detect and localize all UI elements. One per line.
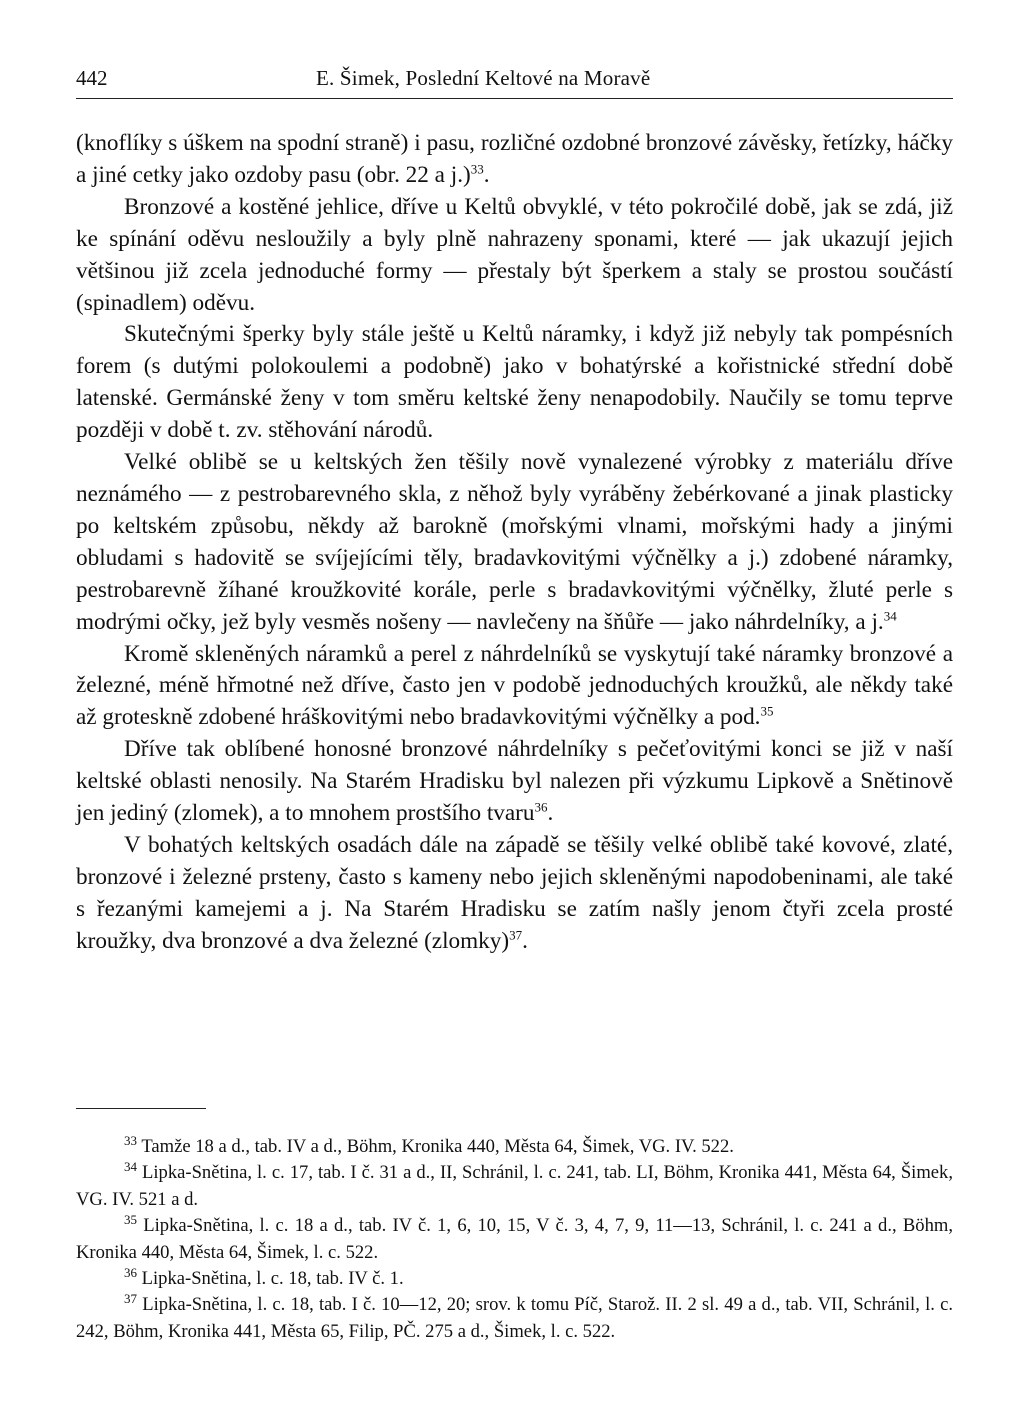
footnote-number: 33	[124, 1132, 137, 1148]
main-text	[76, 128, 953, 958]
paragraph-text: Bronzové a kostěné jehlice, dříve u Keltů obvyklé, v této pokročilé době, jak se zdá, již ke spínání oděvu nesloužily a byly plně nahrazeny sponami, které — jak ukazují jejich většinou již zcela jednoduché formy — přestaly být šperkem a staly se prostou součástí (spinadlem) oděvu.	[76, 193, 953, 316]
paragraph-6	[76, 734, 953, 830]
paragraph-4	[76, 447, 953, 638]
footnote-35	[76, 1213, 953, 1266]
paragraph-3	[76, 319, 953, 447]
header-rule	[76, 98, 953, 99]
page-number: 442	[76, 66, 108, 90]
footnote-number: 36	[124, 1264, 137, 1280]
paragraph-1	[76, 128, 953, 192]
footnote-34	[76, 1160, 953, 1213]
running-header	[76, 58, 953, 98]
paragraph-text: Velké oblibě se u keltských žen těšily nově vynalezené výrobky z materiálu dříve neznámého — z pestrobarevného skla, z něhož byly vyráběny žebérkované a jinak plasticky po keltském způsobu, někdy až barokně (mořskými vlnami, mořskými hady a jinými obludami s hadovitě se svíjejícími těly, bradavkovitými výčnělky a j.) zdobené náramky, pestrobarevně žíhané kroužkovité korále, perle s bradavkovitými výčnělky, žluté perle s modrými očky, jež byly vesměs nošeny — navlečeny na šňůře — jako náhrdelníky, a j.	[76, 449, 953, 635]
footnote-number: 37	[124, 1291, 137, 1307]
footnotes	[76, 1134, 953, 1345]
footnote-ref: 35	[760, 703, 774, 719]
footnote-33	[76, 1134, 953, 1160]
footnote-rule	[76, 1108, 206, 1109]
paragraph-text: Kromě skleněných náramků a perel z náhrdelníků se vyskytují také náramky bronzové a železné, méně hřmotné než dříve, často jen v podobě jednoduchých kroužků, ale někdy také až groteskně zdobené hráškovitými nebo bradavkovitými výčnělky a pod.	[76, 640, 953, 731]
footnote-36	[76, 1266, 953, 1292]
paragraph-end: .	[547, 800, 554, 827]
footnote-ref: 34	[883, 607, 897, 623]
footnote-ref: 36	[534, 799, 548, 815]
footnote-ref: 37	[509, 926, 523, 942]
paragraph-text: V bohatých keltských osadách dále na západě se těšily velké oblibě také kovové, zlaté, bronzové i železné prsteny, často s kameny nebo jejich skleněnými napodobeninami, ale také s řezanými kamejemi a j. Na Starém Hradisku se zatím našly jenom čtyři zcela prosté kroužky, dva bronzové a dva železné (zlomky)	[76, 831, 953, 954]
footnote-text: Lipka-Snětina, l. c. 18, tab. I č. 10—12, 20; srov. k tomu Píč, Starož. II. 2 sl. 49 a d., tab. VII, Schránil, l. c. 242, Böhm, Kronika 441, Města 65, Filip, PČ. 275 a d., Šimek, l. c. 522.	[76, 1294, 953, 1342]
footnote-ref: 33	[470, 161, 484, 177]
book-page	[76, 58, 953, 954]
paragraph-end: .	[483, 161, 490, 188]
footnote-number: 34	[124, 1159, 137, 1175]
paragraph-text: (knoflíky s úškem na spodní straně) i pasu, rozličné ozdobné bronzové závěsky, řetízky, háčky a jiné cetky jako ozdoby pasu (obr. 22 a j.)	[76, 130, 953, 188]
footnote-text: Lipka-Snětina, l. c. 18, tab. IV č. 1.	[141, 1268, 404, 1290]
running-title: E. Šimek, Poslední Keltové na Moravě	[316, 66, 651, 90]
paragraph-end: .	[522, 927, 528, 954]
footnote-37	[76, 1292, 953, 1345]
footnote-text: Lipka-Snětina, l. c. 17, tab. I č. 31 a d., II, Schránil, l. c. 241, tab. LI, Böhm, Kronika 441, Města 64, Šimek, VG. IV. 521 a d.	[76, 1162, 953, 1210]
paragraph-7	[76, 830, 953, 958]
footnote-text: Lipka-Snětina, l. c. 18 a d., tab. IV č. 1, 6, 10, 15, V č. 3, 4, 7, 9, 11—13, Schránil, l. c. 241 a d., Böhm, Kronika 440, Města 64, Šimek, l. c. 522.	[76, 1215, 953, 1263]
paragraph-text: Skutečnými šperky byly stále ještě u Keltů náramky, i když již nebyly tak pompésních forem (s dutými polokoulemi a podobně) jako v bohatýrské a kořistnické střední době latenské. Germánské ženy v tom směru keltské ženy nenapodobily. Naučily se tomu teprve později v době t. zv. stěhování národů.	[76, 321, 953, 444]
paragraph-5	[76, 639, 953, 735]
paragraph-2	[76, 192, 953, 320]
paragraph-text: Dříve tak oblíbené honosné bronzové náhrdelníky s pečeťovitými konci se již v naší keltské oblasti nenosily. Na Starém Hradisku byl nalezen při výzkumu Lipkově a Snětinově jen jediný (zlomek), a to mnohem prostšího tvaru	[76, 736, 953, 827]
footnote-text: Tamže 18 a d., tab. IV a d., Böhm, Kronika 440, Města 64, Šimek, VG. IV. 522.	[141, 1136, 734, 1157]
footnote-number: 35	[124, 1212, 137, 1228]
